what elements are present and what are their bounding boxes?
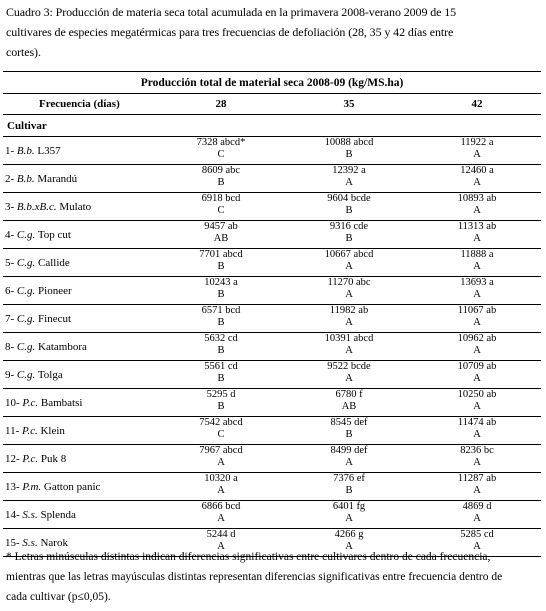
cultivar-label: Splenda <box>37 508 76 521</box>
yield-value: 11287 ab <box>457 473 497 484</box>
yield-value: 11270 abc <box>327 277 371 288</box>
column-header-42: 42 <box>413 94 541 115</box>
yield-value: 10088 abcd <box>324 137 374 148</box>
yield-value: 10667 abcd <box>324 249 374 260</box>
value-cell <box>285 165 413 193</box>
yield-value: 10250 ab <box>457 389 497 400</box>
value-cell <box>157 361 285 389</box>
frequency-letter: B <box>217 177 225 188</box>
frequency-letter: A <box>345 457 353 468</box>
frequency-letter: B <box>217 317 225 328</box>
cultivar-number: 5- <box>5 256 17 269</box>
frequency-letter: A <box>345 373 353 384</box>
value-cell <box>285 417 413 445</box>
species-abbreviation: S.s. <box>22 508 38 521</box>
yield-value: 7542 abcd <box>199 417 243 428</box>
value-cell <box>157 249 285 277</box>
cultivar-label: Gatton panic <box>41 480 101 493</box>
yield-value: 10709 ab <box>457 361 497 372</box>
frequency-letter: A <box>473 457 481 468</box>
cultivar-label: Mulato <box>56 200 92 213</box>
frequency-letter: B <box>345 149 353 160</box>
yield-value: 7376 ef <box>333 473 365 484</box>
frequency-letter: A <box>345 289 353 300</box>
cultivar-number: 1- <box>5 144 17 157</box>
cultivar-section-label: Cultivar <box>3 115 157 137</box>
cultivar-name <box>3 445 157 473</box>
yield-value: 5244 d <box>206 529 236 540</box>
cultivar-row <box>3 389 541 417</box>
cultivar-name <box>3 389 157 417</box>
cultivar-number: 8- <box>5 340 17 353</box>
frequency-letter: A <box>473 373 481 384</box>
cultivar-number: 3- <box>5 200 17 213</box>
frequency-letter: A <box>345 317 353 328</box>
footnote-line: * Letras minúsculas distintas indican diferencias significativas entre cultivares dentro de cada frecuencia, <box>6 551 491 563</box>
value-cell <box>285 221 413 249</box>
frequency-letter: A <box>217 485 225 496</box>
yield-value: 6866 bcd <box>201 501 241 512</box>
cultivar-row <box>3 249 541 277</box>
value-cell <box>413 165 541 193</box>
yield-value: 6401 fg <box>332 501 366 512</box>
frequency-letter: A <box>473 205 481 216</box>
cultivar-name <box>3 165 157 193</box>
cultivar-number: 9- <box>5 368 17 381</box>
cultivar-name <box>3 473 157 501</box>
yield-value: 8609 abc <box>201 165 241 176</box>
value-cell <box>413 445 541 473</box>
cultivar-label: Finecut <box>35 312 72 325</box>
cultivar-number: 14- <box>5 508 23 521</box>
species-abbreviation: P.c. <box>22 396 39 409</box>
cultivar-label: Bambatsi <box>38 396 83 409</box>
species-abbreviation: C.g. <box>16 340 36 353</box>
cultivar-label: Top cut <box>35 228 71 241</box>
value-cell <box>285 193 413 221</box>
column-header-28: 28 <box>157 94 285 115</box>
cultivar-label: Marandú <box>34 172 78 185</box>
species-abbreviation: B.b. <box>16 144 35 157</box>
frequency-letter: A <box>473 261 481 272</box>
yield-value: 6780 f <box>335 389 363 400</box>
yield-value: 9457 ab <box>204 221 238 232</box>
frequency-letter: A <box>473 513 481 524</box>
cultivar-number: 15- <box>5 536 23 549</box>
frequency-letter: A <box>473 177 481 188</box>
value-cell <box>413 389 541 417</box>
yield-value: 11982 ab <box>329 305 369 316</box>
yield-value: 11888 a <box>460 249 494 260</box>
frequency-letter: A <box>473 317 481 328</box>
value-cell <box>413 305 541 333</box>
footnote-line: cada cultivar (p≤0,05). <box>6 591 111 603</box>
yield-value: 4266 g <box>334 529 364 540</box>
yield-value: 10391 abcd <box>324 333 374 344</box>
value-cell <box>285 333 413 361</box>
caption-line: cultivares de especies megatérmicas para tres frecuencias de defoliación (28, 35 y 42 días entre <box>6 25 454 39</box>
frequency-letter: B <box>345 205 353 216</box>
column-header-35: 35 <box>285 94 413 115</box>
cultivar-name <box>3 501 157 529</box>
value-cell <box>413 193 541 221</box>
frequency-letter: AB <box>213 233 229 244</box>
cultivar-label: L357 <box>34 144 61 157</box>
yield-value: 7328 abcd* <box>196 137 246 148</box>
species-abbreviation: S.s. <box>22 536 38 549</box>
yield-value: 7967 abcd <box>199 445 243 456</box>
cultivar-number: 11- <box>5 424 23 437</box>
value-cell <box>157 277 285 305</box>
yield-value: 5285 cd <box>460 529 494 540</box>
frequency-letter: B <box>217 373 225 384</box>
cultivar-name <box>3 137 157 165</box>
yield-value: 7701 abcd <box>199 249 243 260</box>
frequency-letter: A <box>345 261 353 272</box>
species-abbreviation: C.g. <box>16 228 36 241</box>
cultivar-label: Pioneer <box>35 284 72 297</box>
yield-value: 11922 a <box>460 137 494 148</box>
species-abbreviation: C.g. <box>16 256 36 269</box>
frequency-letter: A <box>473 233 481 244</box>
cultivar-name <box>3 249 157 277</box>
yield-value: 4869 d <box>462 501 492 512</box>
table-title-row <box>3 72 541 94</box>
species-abbreviation: C.g. <box>16 368 36 381</box>
frequency-letter: B <box>217 289 225 300</box>
cultivar-row <box>3 445 541 473</box>
value-cell <box>285 305 413 333</box>
cultivar-row <box>3 501 541 529</box>
value-cell <box>285 249 413 277</box>
frequency-letter: A <box>345 541 353 552</box>
table-caption <box>6 2 538 62</box>
cultivar-label: Callide <box>35 256 70 269</box>
footnote <box>6 547 542 607</box>
yield-value: 5561 cd <box>204 361 238 372</box>
cultivar-name <box>3 333 157 361</box>
frequency-letter: A <box>473 345 481 356</box>
yield-value: 8545 def <box>330 417 368 428</box>
yield-value: 9604 bcde <box>327 193 371 204</box>
value-cell <box>413 473 541 501</box>
species-abbreviation: P.c. <box>22 424 38 437</box>
cultivar-name <box>3 193 157 221</box>
species-abbreviation: P.m. <box>22 480 42 493</box>
frequency-letter: C <box>217 429 225 440</box>
yield-value: 10320 a <box>204 473 238 484</box>
value-cell <box>157 501 285 529</box>
yield-value: 8236 bc <box>460 445 494 456</box>
cultivar-number: 2- <box>5 172 17 185</box>
value-cell <box>285 445 413 473</box>
cultivar-name <box>3 277 157 305</box>
frequency-letter: C <box>217 149 225 160</box>
value-cell <box>157 137 285 165</box>
frequency-letter: A <box>473 149 481 160</box>
frequency-letter: B <box>217 345 225 356</box>
value-cell <box>157 221 285 249</box>
frequency-letter: B <box>345 485 353 496</box>
value-cell <box>157 445 285 473</box>
cultivar-row <box>3 277 541 305</box>
value-cell <box>157 389 285 417</box>
value-cell <box>157 333 285 361</box>
value-cell <box>413 417 541 445</box>
cultivar-number: 12- <box>5 452 23 465</box>
value-cell <box>285 137 413 165</box>
value-cell <box>413 333 541 361</box>
value-cell <box>285 473 413 501</box>
yield-value: 11474 ab <box>457 417 497 428</box>
frequency-letter: A <box>473 429 481 440</box>
value-cell <box>413 221 541 249</box>
cultivar-number: 4- <box>5 228 17 241</box>
cultivar-row <box>3 361 541 389</box>
value-cell <box>157 305 285 333</box>
cultivar-row <box>3 417 541 445</box>
frequency-letter: B <box>217 401 225 412</box>
value-cell <box>413 249 541 277</box>
yield-value: 6918 bcd <box>201 193 241 204</box>
frequency-letter: A <box>473 541 481 552</box>
frequency-letter: B <box>345 429 353 440</box>
frequency-letter: A <box>345 177 353 188</box>
value-cell <box>413 137 541 165</box>
yield-value: 10893 ab <box>457 193 497 204</box>
value-cell <box>413 501 541 529</box>
caption-line: cortes). <box>6 45 41 59</box>
cultivar-number: 10- <box>5 396 23 409</box>
cultivar-name <box>3 221 157 249</box>
cultivar-label: Puk 8 <box>38 452 67 465</box>
species-abbreviation: C.g. <box>16 312 36 325</box>
yield-value: 13693 a <box>460 277 494 288</box>
footnote-line: mientras que las letras mayúsculas distintas representan diferencias significativas entre frecuencia dentro de <box>6 571 503 583</box>
yield-value: 9316 cde <box>329 221 369 232</box>
yield-value: 8499 def <box>330 445 368 456</box>
header-row <box>3 94 541 115</box>
yield-value: 11067 ab <box>457 305 497 316</box>
cultivar-name <box>3 361 157 389</box>
cultivar-row <box>3 165 541 193</box>
value-cell <box>413 277 541 305</box>
frequency-letter: A <box>217 541 225 552</box>
frequency-header: Frecuencia (días) <box>3 94 157 115</box>
section-row <box>3 115 541 137</box>
yield-value: 5632 cd <box>204 333 238 344</box>
production-table <box>3 71 541 557</box>
species-abbreviation: P.c. <box>22 452 39 465</box>
yield-value: 11313 ab <box>457 221 497 232</box>
cultivar-name <box>3 417 157 445</box>
yield-value: 10962 ab <box>457 333 497 344</box>
yield-value: 5295 d <box>206 389 236 400</box>
value-cell <box>285 361 413 389</box>
cultivar-row <box>3 137 541 165</box>
species-abbreviation: B.b.xB.c. <box>16 200 57 213</box>
yield-value: 9522 bcde <box>327 361 371 372</box>
frequency-letter: AB <box>341 401 357 412</box>
value-cell <box>157 193 285 221</box>
caption-line: Cuadro 3: Producción de materia seca total acumulada en la primavera 2008-verano 2009 de 15 <box>6 5 457 19</box>
value-cell <box>413 361 541 389</box>
value-cell <box>157 165 285 193</box>
frequency-letter: B <box>345 233 353 244</box>
yield-value: 12392 a <box>332 165 366 176</box>
yield-value: 10243 a <box>204 277 238 288</box>
table-title: Producción total de material seca 2008-09 (kg/MS.ha) <box>3 72 541 94</box>
value-cell <box>157 473 285 501</box>
cultivar-name <box>3 305 157 333</box>
cultivar-row <box>3 193 541 221</box>
frequency-letter: C <box>217 205 225 216</box>
cultivar-row <box>3 333 541 361</box>
frequency-letter: A <box>473 485 481 496</box>
frequency-letter: A <box>345 345 353 356</box>
cultivar-row <box>3 473 541 501</box>
cultivar-row <box>3 305 541 333</box>
frequency-letter: A <box>345 513 353 524</box>
cultivar-label: Katambora <box>35 340 87 353</box>
value-cell <box>285 501 413 529</box>
species-abbreviation: C.g. <box>16 284 36 297</box>
cultivar-label: Tolga <box>35 368 63 381</box>
frequency-letter: A <box>473 289 481 300</box>
value-cell <box>285 389 413 417</box>
value-cell <box>285 277 413 305</box>
frequency-letter: A <box>473 401 481 412</box>
cultivar-row <box>3 221 541 249</box>
frequency-letter: A <box>217 513 225 524</box>
cultivar-label: Klein <box>37 424 65 437</box>
frequency-letter: B <box>217 261 225 272</box>
cultivar-number: 13- <box>5 480 23 493</box>
frequency-letter: A <box>217 457 225 468</box>
cultivar-number: 7- <box>5 312 17 325</box>
value-cell <box>157 417 285 445</box>
cultivar-number: 6- <box>5 284 17 297</box>
yield-value: 6571 bcd <box>201 305 241 316</box>
cultivar-label: Narok <box>37 536 68 549</box>
yield-value: 12460 a <box>460 165 494 176</box>
species-abbreviation: B.b. <box>16 172 35 185</box>
